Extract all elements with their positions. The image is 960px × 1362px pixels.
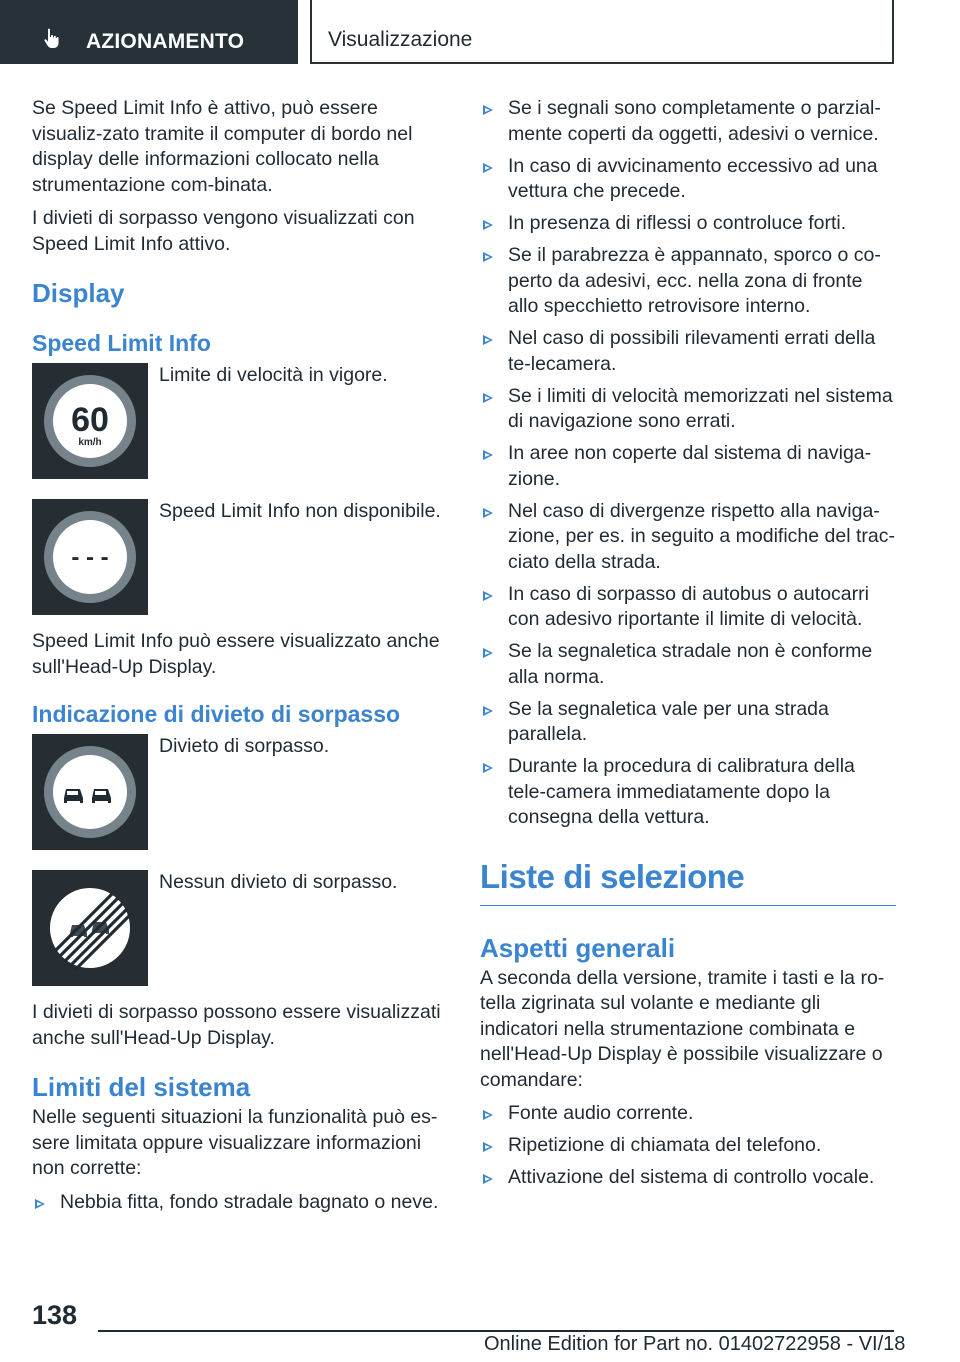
intro-paragraph: Se Speed Limit Info è attivo, può essere visualiz-zato tramite il computer di bordo nel display delle informazioni collocato nella strumentazione com-binata. [32, 97, 413, 196]
list-item: Ripetizione di chiamata del telefono. [480, 1133, 896, 1159]
svg-text:- - -: - - - [71, 544, 109, 571]
list-item: In caso di sorpasso di autobus o autocarri con adesivo riportante il limite di velocità. [480, 582, 896, 633]
intro-paragraph: I divieti di sorpasso vengono visualizzati con Speed Limit Info attivo. [32, 207, 415, 255]
section-label: AZIONAMENTO [86, 30, 245, 53]
no-passing-row [32, 870, 446, 986]
list-item: Se la segnaletica stradale non è conforme alla norma. [480, 639, 896, 690]
list-item: Durante la procedura di calibratura della tele-camera immediatamente dopo la consegna della vettura. [480, 754, 896, 831]
left-column [32, 96, 446, 1222]
list-item: Nel caso di possibili rilevamenti errati della te-lecamera. [480, 326, 896, 377]
general-intro: A seconda della versione, tramite i tasti e la ro-tella zigrinata sul volante e mediante gli indicatori nella strumentazione combinata e nell'Head-Up Display è possibile visualizzare o comandare: [480, 966, 885, 1091]
selection-title-block [480, 857, 896, 906]
general-heading: Aspetti generali [480, 932, 676, 963]
speed-limit-hud-note: Speed Limit Info può essere visualizzato anche sull'Head-Up Display. [32, 630, 440, 678]
list-item: Nel caso di divergenze rispetto alla naviga-zione, per es. in seguito a modifiche del trac-ciato della strada. [480, 499, 896, 576]
limits-intro: Nelle seguenti situazioni la funzionalità può es-sere limitata oppure visualizzare informazioni non corrette: [32, 1106, 438, 1179]
limits-list-continued [480, 96, 896, 831]
list-item: In presenza di riflessi o controluce forti. [480, 211, 896, 237]
speed-limit-caption: Limite di velocità in vigore. [159, 364, 388, 386]
speed-limit-60-sign-icon [32, 363, 148, 479]
selection-title: Liste di selezione [480, 857, 745, 895]
end-no-passing-sign-icon [32, 870, 148, 986]
list-item: In aree non coperte dal sistema di naviga-zione. [480, 441, 896, 492]
list-item: Fonte audio corrente. [480, 1101, 896, 1127]
limits-heading: Limiti del sistema [32, 1072, 251, 1102]
no-passing-caption: Nessun divieto di sorpasso. [159, 871, 398, 893]
general-list [480, 1101, 896, 1191]
svg-text:km/h: km/h [78, 437, 102, 448]
speed-limit-caption: Speed Limit Info non disponibile. [159, 500, 441, 522]
speed-limit-unavailable-sign-icon [32, 499, 148, 615]
list-item: Se la segnaletica vale per una strada parallela. [480, 697, 896, 748]
footer-divider [98, 1330, 894, 1332]
speed-limit-row [32, 363, 446, 479]
list-item: Se il parabrezza è appannato, sporco o co-perto da adesivi, ecc. nella zona di fronte allo specchietto retrovisore interno. [480, 243, 896, 320]
list-item: In caso di avvicinamento eccessivo ad una vettura che precede. [480, 154, 896, 205]
hand-pointer-icon [40, 26, 64, 50]
no-passing-row [32, 734, 446, 850]
list-item: Attivazione del sistema di controllo vocale. [480, 1165, 896, 1191]
speed-limit-row [32, 499, 446, 615]
limits-list [32, 1190, 446, 1216]
page-number: 138 [32, 1300, 78, 1330]
right-column [480, 96, 896, 1197]
list-item: Se i segnali sono completamente o parzial-mente coperti da oggetti, adesivi o vernice. [480, 96, 896, 147]
list-item: Nebbia fitta, fondo stradale bagnato o neve. [32, 1190, 446, 1216]
display-heading: Display [32, 278, 125, 308]
no-passing-hud-note: I divieti di sorpasso possono essere visualizzati anche sull'Head-Up Display. [32, 1001, 441, 1049]
no-passing-heading: Indicazione di divieto di sorpasso [32, 701, 401, 727]
list-item: Se i limiti di velocità memorizzati nel sistema di navigazione sono errati. [480, 384, 896, 435]
no-passing-caption: Divieto di sorpasso. [159, 735, 330, 757]
chapter-tab [310, 0, 894, 64]
chapter-label: Visualizzazione [328, 28, 473, 51]
speed-limit-heading: Speed Limit Info [32, 330, 211, 356]
svg-text:60: 60 [71, 401, 109, 439]
section-tab [0, 0, 298, 64]
edition-text: Online Edition for Part no. 01402722958 - VI/18 [484, 1333, 906, 1355]
no-passing-sign-icon [32, 734, 148, 850]
